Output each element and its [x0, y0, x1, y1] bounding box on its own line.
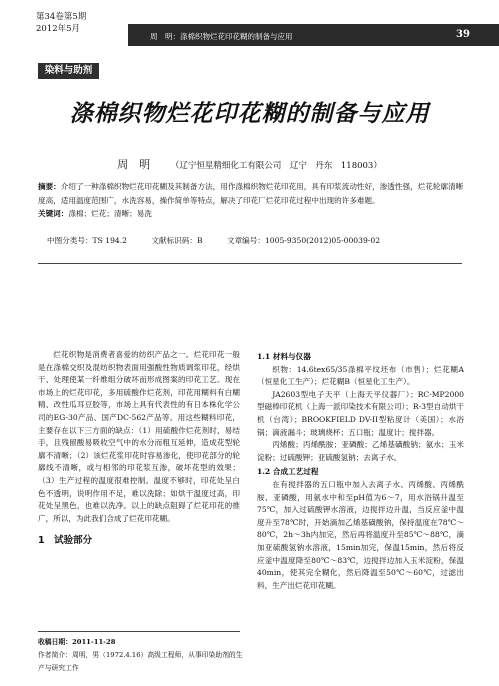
- abstract: [38, 180, 464, 221]
- author-line: [0, 156, 499, 172]
- clc-number: 中图分类号：TS 194.2: [47, 236, 127, 245]
- issue-date: 2012年5月: [36, 24, 81, 34]
- subsection-heading-1-1: 1.1 材料与仪器: [257, 352, 311, 361]
- article-title: 涤棉织物烂花印花糊的制备与应用: [69, 100, 430, 127]
- section-heading-1: 1 试验部分: [38, 535, 93, 547]
- abstract-text: 介绍了一种涤棉织物烂花印花糊及其制备方法，用作涤棉织物烂花印花用，具有印浆流动性好，渗透性强，烂花轮廓清晰度高，适用温度范围广，水洗容易，操作简单等特点，解决了印花厂烂花印花过程中出现的许多难题。: [38, 182, 464, 205]
- volume-number: 第34卷第5期: [36, 12, 87, 22]
- keywords-text: 涤棉；烂花；清晰；易洗: [68, 209, 152, 218]
- author-name: 周 明: [117, 158, 151, 171]
- page-header: [0, 0, 499, 46]
- author-affiliation: （辽宁恒星精细化工有限公司 辽宁 丹东 118003）: [170, 161, 382, 171]
- subsection-heading-1-2: 1.2 合成工艺过程: [257, 467, 319, 477]
- article-number: 文章编号：1005-9350(2012)05-00039-02: [226, 236, 381, 245]
- footnote: [38, 636, 243, 675]
- reagents-paragraph: 丙烯酸；丙烯酰胺；亚磷酸；乙烯基磺酸钠；氨水；玉米淀粉；过硫酸钾；亚硫酸氢钠；去离子水。: [257, 440, 464, 462]
- volume-info: [36, 11, 86, 35]
- divider: [38, 263, 462, 264]
- section-tag: 染料与助剂: [38, 63, 99, 79]
- footnote-divider: [38, 631, 240, 632]
- materials-paragraph: 织物：14.6tex65/35涤棉平纹坯布（市售）；烂花糊A（恒星化工生产）；烂花糊B（恒星化工生产）。: [257, 364, 464, 387]
- author-bio: 作者简介：周明，男（1972.4.16）高级工程师，从事印染助剂的生产与研究工作: [38, 651, 243, 672]
- intro-paragraph: 烂花织物是消费者喜爱的纺织产品之一。烂花印花一般是在涤棉交织及混纺织物表面用强酸性物质调浆印花，经烘干、处理使某一纤维组分破坏而形成图案的印花工艺。现在市场上的烂花印花，多用硫酸作烂花剂，印花用糊料有白糊精、改性瓜耳豆胶等，市场上具有代表性的有日本株化学公司的EG-30产品、国产DC-562产品等。用这些糊料印花，主要存在以下三方面的缺点：（1）用硫酸作烂花剂时，易结手，且残留酸易吸收空气中的水分而粗互延伸，造成花型轮廓不清晰；（2）该烂花浆印花时容易渗化，使印花部分的轮廓线不清晰，或与相邻的印花浆互渗，破坏花型的效果；（3）生产过程的温度很难控制。温度不够时，印花处呈白色不透明，说明作用不足，难以洗除；如烘干温度过高，印花处呈黑色，也难以洗净。以上的缺点阻碍了烂花印花的推广，所以，为此我们合成了烂花印花糊。: [38, 350, 240, 523]
- instruments-paragraph: JA2603型电子天平（上海天平仪器厂）；RC-MP2000型磁棒印花机（上海一派印染技术有限公司）；R-3型自动烘干机（台湾）；BROOKFIELD DV-II型粘度计（美国）；水浴锅；滴液漏斗；玻璃烧杯；五口瓶；温度计；搅拌器。: [257, 389, 464, 437]
- keywords-label: 关键词：: [38, 209, 69, 218]
- received-date: 收稿日期：2011-11-28: [38, 638, 116, 646]
- abstract-label: 摘要：: [38, 182, 61, 191]
- process-paragraph: 在有搅拌器的五口瓶中加入去离子水、丙烯酸、丙烯酰胺、亚磷酸，用氨水中和至pH值为6～7，用水浴锅升温至75℃，加入过硫酸钾水溶液，边搅拌边升温，当反应釜中温度升至78℃时，开始滴加乙烯基磺酸钠，保持温度在78℃～80℃，2h～3h内加完，然后再将温度升至85℃～88℃，滴加亚硫酸氢钠水溶液，15min加完，保温15min，然后将反应釜中温度降至80℃～83℃，边搅拌边加入玉米淀粉，保温40min，使其完全糊化，然后降温至50℃～60℃，过滤出料，生产出烂花印花糊。: [257, 479, 464, 590]
- left-column: [38, 349, 240, 556]
- doc-code: 文献标识码：B: [151, 236, 203, 245]
- article-meta: [47, 234, 402, 247]
- page-number: 39: [456, 29, 470, 40]
- running-title: 周 明：涤棉织物烂花印花糊的制备与应用: [150, 32, 293, 41]
- right-column: [257, 349, 464, 592]
